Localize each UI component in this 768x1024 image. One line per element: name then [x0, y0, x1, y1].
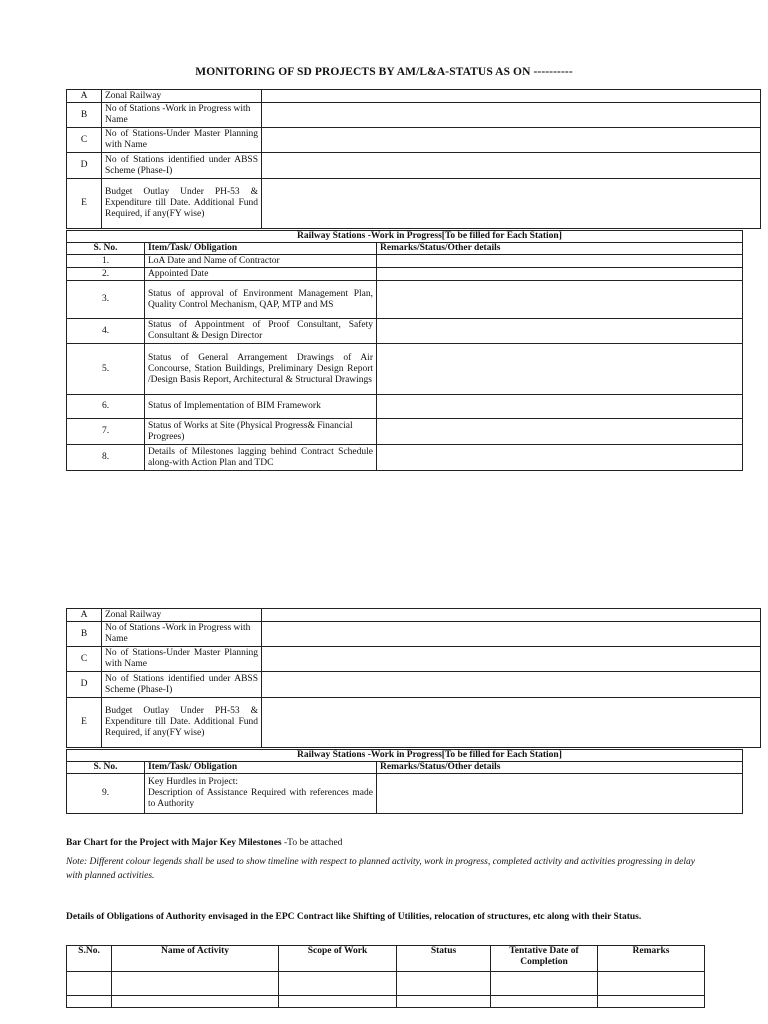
column-header-item: Item/Task/ Obligation [145, 762, 377, 774]
task-text: Status of General Arrangement Drawings of Air Concourse, Station Buildings, Preliminary Design Report /Design Basis Report, Architectural & Structural Drawings [145, 344, 377, 395]
obligations-table [66, 945, 705, 1008]
task-remarks-cell[interactable] [377, 774, 743, 814]
info-label: Zonal Railway [102, 90, 262, 103]
task-text: Status of Appointment of Proof Consultant, Safety Consultant & Design Director [145, 319, 377, 344]
task-sno: 4. [67, 319, 145, 344]
info-label: No of Stations -Work in Progress with Name [102, 622, 262, 647]
obl-header-remarks: Remarks [598, 946, 705, 972]
table-cell[interactable] [598, 996, 705, 1008]
bar-chart-label: Bar Chart for the Project with Major Key Milestones [66, 838, 282, 848]
obl-header-sno: S.No. [67, 946, 112, 972]
info-label: No of Stations -Work in Progress with Name [102, 103, 262, 128]
task-sno: 6. [67, 395, 145, 419]
column-header-sno: S. No. [67, 243, 145, 255]
task-text: Details of Milestones lagging behind Contract Schedule along-with Action Plan and TDC [145, 445, 377, 471]
column-header-item: Item/Task/ Obligation [145, 243, 377, 255]
task-sno: 3. [67, 281, 145, 319]
task-sno: 1. [67, 255, 145, 268]
obl-header-date: Tentative Date of Completion [491, 946, 598, 972]
bar-chart-line [66, 836, 746, 850]
bar-chart-suffix: -To be attached [281, 838, 343, 848]
info-letter: D [67, 672, 102, 698]
info-letter: C [67, 647, 102, 672]
obl-header-scope: Scope of Work [279, 946, 397, 972]
column-header-remarks: Remarks/Status/Other details [377, 762, 743, 774]
task-text: Appointed Date [145, 268, 377, 281]
info-letter: D [67, 153, 102, 179]
info-letter: C [67, 128, 102, 153]
table-cell[interactable] [279, 996, 397, 1008]
table-row [67, 996, 705, 1008]
info-value-cell[interactable] [262, 128, 761, 153]
task-remarks-cell[interactable] [377, 395, 743, 419]
legend-note: Note: Different colour legends shall be used to show timeline with respect to planned activity, work in progress, completed activity and activities progressing in delay with planned activities. [66, 857, 696, 881]
info-letter: E [67, 698, 102, 748]
task-text: Status of Implementation of BIM Framework [145, 395, 377, 419]
info-letter: B [67, 103, 102, 128]
info-value-cell[interactable] [262, 647, 761, 672]
task-text: LoA Date and Name of Contractor [145, 255, 377, 268]
task-text [145, 774, 377, 814]
info-value-cell[interactable] [262, 672, 761, 698]
info-label: No of Stations identified under ABSS Scheme (Phase-I) [102, 672, 262, 698]
table-cell[interactable] [112, 996, 279, 1008]
table-cell[interactable] [598, 972, 705, 996]
table-cell[interactable] [491, 996, 598, 1008]
task-sno: 5. [67, 344, 145, 395]
table-cell[interactable] [397, 996, 491, 1008]
task-text: Status of Works at Site (Physical Progress& Financial Progrees) [145, 419, 377, 445]
info-label: No of Stations-Under Master Planning with Name [102, 647, 262, 672]
task-sno: 8. [67, 445, 145, 471]
info-value-cell[interactable] [262, 609, 761, 622]
task-sno: 2. [67, 268, 145, 281]
task-sno: 9. [67, 774, 145, 814]
task-text-line2: Description of Assistance Required with references made to Authority [148, 788, 373, 809]
table-cell[interactable] [397, 972, 491, 996]
column-header-sno: S. No. [67, 762, 145, 774]
info-label: Zonal Railway [102, 609, 262, 622]
info-letter: E [67, 179, 102, 229]
table-row [67, 972, 705, 996]
task-remarks-cell[interactable] [377, 344, 743, 395]
info-label: Budget Outlay Under PH-53 & Expenditure till Date. Additional Fund Required, if any(FY wise) [102, 698, 262, 748]
table-cell[interactable] [67, 996, 112, 1008]
tasks-table-1 [66, 230, 743, 471]
info-value-cell[interactable] [262, 90, 761, 103]
tasks-table-2 [66, 749, 743, 814]
info-value-cell[interactable] [262, 153, 761, 179]
obligations-heading: Details of Obligations of Authority envisaged in the EPC Contract like Shifting of Utilities, relocation of structures, etc along with their Status. [66, 912, 642, 922]
task-remarks-cell[interactable] [377, 419, 743, 445]
task-sno: 7. [67, 419, 145, 445]
info-value-cell[interactable] [262, 179, 761, 229]
page-title: MONITORING OF SD PROJECTS BY AM/L&A-STATUS AS ON ---------- [195, 66, 573, 78]
info-letter: A [67, 90, 102, 103]
table-cell[interactable] [67, 972, 112, 996]
section-heading: Railway Stations -Work in Progress[To be filled for Each Station] [67, 750, 743, 762]
station-info-table-2 [66, 608, 761, 748]
task-remarks-cell[interactable] [377, 319, 743, 344]
info-label: No of Stations-Under Master Planning with Name [102, 128, 262, 153]
table-cell[interactable] [279, 972, 397, 996]
info-value-cell[interactable] [262, 698, 761, 748]
info-label: Budget Outlay Under PH-53 & Expenditure till Date. Additional Fund Required, if any(FY wise) [102, 179, 262, 229]
info-value-cell[interactable] [262, 622, 761, 647]
info-letter: B [67, 622, 102, 647]
task-remarks-cell[interactable] [377, 281, 743, 319]
task-remarks-cell[interactable] [377, 255, 743, 268]
info-value-cell[interactable] [262, 103, 761, 128]
info-label: No of Stations identified under ABSS Scheme (Phase-I) [102, 153, 262, 179]
column-header-remarks: Remarks/Status/Other details [377, 243, 743, 255]
task-text-line1: Key Hurdles in Project: [148, 777, 238, 787]
task-remarks-cell[interactable] [377, 268, 743, 281]
section-heading: Railway Stations -Work in Progress[To be filled for Each Station] [67, 231, 743, 243]
obl-header-status: Status [397, 946, 491, 972]
obl-header-activity: Name of Activity [112, 946, 279, 972]
task-text: Status of approval of Environment Management Plan, Quality Control Mechanism, QAP, MTP and MS [145, 281, 377, 319]
table-cell[interactable] [112, 972, 279, 996]
table-cell[interactable] [491, 972, 598, 996]
station-info-table-1 [66, 89, 761, 229]
info-letter: A [67, 609, 102, 622]
task-remarks-cell[interactable] [377, 445, 743, 471]
